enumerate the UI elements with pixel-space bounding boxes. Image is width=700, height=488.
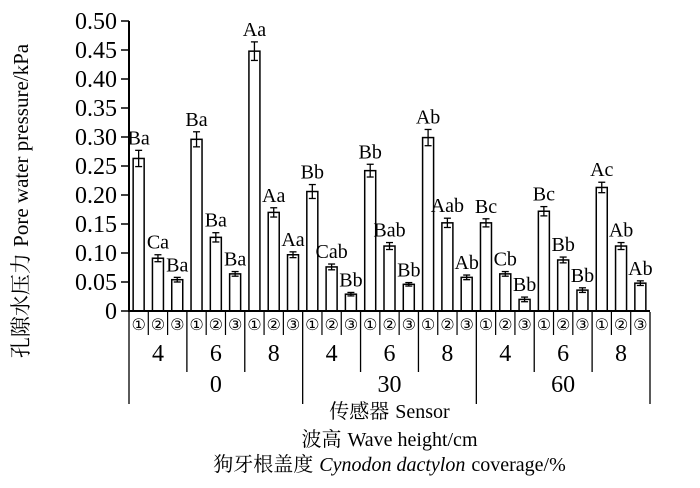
y-tick-label: 0: [105, 299, 117, 325]
sensor-number: ③: [459, 315, 474, 334]
bar: [442, 223, 453, 311]
sig-label: Bb: [397, 259, 421, 282]
x-axis-title-sensor: [129, 400, 650, 424]
sig-label: Ab: [415, 106, 441, 129]
wave-height-label: 4: [499, 341, 512, 367]
bar: [191, 139, 202, 311]
sensor-number: ②: [266, 315, 281, 334]
sensor-number: ①: [363, 315, 378, 334]
bar: [423, 138, 434, 311]
sig-label: Ba: [127, 127, 150, 150]
sig-label: Bb: [300, 161, 324, 184]
sensor-number: ①: [594, 315, 609, 334]
y-axis-title: [8, 0, 34, 406]
wave-height-label: 8: [267, 341, 280, 367]
sig-label: Bc: [474, 195, 498, 218]
sig-label: Aab: [430, 195, 465, 218]
bar: [403, 284, 414, 311]
x-axis-title-wave-cn: 波高: [301, 429, 342, 451]
wave-height-label: 6: [209, 341, 222, 367]
wave-height-label: 8: [615, 341, 628, 367]
y-tick-label: 0.15: [75, 212, 117, 238]
y-tick-label: 0.45: [75, 38, 117, 64]
x-axis-title-coverage-latin: Cynodon dactylon: [319, 454, 466, 476]
sig-label: Aa: [281, 228, 305, 251]
bar: [345, 294, 356, 311]
sensor-number: ③: [170, 315, 185, 334]
sig-label: Bb: [570, 264, 595, 287]
sig-label: Ac: [590, 159, 614, 182]
sensor-number: ③: [517, 315, 532, 334]
wave-height-label: 6: [383, 341, 396, 367]
sig-label: Ba: [204, 209, 227, 232]
y-tick-label: 0.05: [75, 270, 117, 296]
sig-label: Bab: [373, 219, 406, 242]
bar: [230, 274, 241, 311]
sensor-number: ②: [498, 315, 513, 334]
x-axis-title-coverage-cn: 狗牙根盖度: [213, 454, 314, 476]
x-axis-title-sensor-cn: 传感器: [329, 401, 390, 423]
sig-label: Ab: [454, 252, 479, 275]
sensor-number: ③: [285, 315, 301, 334]
sensor-number: ②: [440, 315, 455, 334]
sig-label: Ab: [608, 219, 634, 242]
x-axis-title-coverage-en: coverage/%: [471, 454, 566, 476]
wave-height-label: 4: [325, 341, 338, 367]
bar: [596, 187, 607, 311]
x-axis-title-wave-height: [129, 428, 650, 452]
bar: [288, 255, 299, 311]
sensor-number: ③: [633, 315, 648, 334]
sig-label: Ba: [166, 254, 189, 277]
wave-height-label: 6: [557, 341, 570, 367]
sensor-number: ②: [208, 315, 224, 334]
sensor-number: ②: [150, 315, 166, 334]
y-tick-label: 0.50: [75, 9, 117, 35]
sensor-number: ①: [189, 315, 204, 334]
bar: [384, 246, 395, 311]
bar: [461, 277, 472, 311]
sig-label: Cab: [315, 241, 348, 264]
wave-height-label: 4: [151, 341, 164, 367]
coverage-label: 0: [209, 372, 222, 398]
wave-height-label: 8: [441, 341, 454, 367]
coverage-label: 60: [551, 372, 576, 398]
sig-label: Ca: [146, 231, 170, 254]
sig-label: Bc: [532, 183, 555, 206]
sensor-number: ①: [536, 315, 552, 334]
y-tick-label: 0.25: [75, 154, 117, 180]
bar: [152, 258, 163, 311]
sensor-number: ②: [555, 315, 571, 334]
sig-label: Ab: [628, 257, 653, 280]
sig-label: Bb: [358, 141, 382, 164]
x-axis-title-wave-en: Wave height/cm: [347, 429, 478, 451]
bar: [616, 246, 627, 311]
bar: [210, 237, 221, 311]
bar: [249, 51, 260, 311]
bar: [172, 280, 183, 311]
bar: [635, 283, 646, 311]
bar: [133, 158, 144, 311]
sensor-number: ①: [305, 315, 320, 334]
sensor-number: ①: [131, 315, 146, 334]
bar: [326, 267, 337, 311]
sensor-number: ②: [613, 315, 629, 334]
coverage-label: 30: [377, 372, 402, 398]
sig-label: Bb: [512, 274, 537, 297]
y-tick-label: 0.10: [75, 241, 117, 267]
sensor-number: ①: [420, 315, 436, 334]
sig-label: Aa: [262, 184, 286, 207]
sensor-number: ③: [343, 315, 359, 334]
sensor-number: ①: [247, 315, 262, 334]
x-axis-title-sensor-en: Sensor: [395, 401, 450, 423]
sig-label: Aa: [242, 18, 267, 41]
sig-label: Bb: [551, 234, 575, 257]
bar: [268, 212, 279, 311]
bar: [500, 274, 511, 311]
sig-label: Ba: [185, 108, 208, 131]
y-axis-title-cn: 孔隙水压力: [9, 253, 33, 359]
y-axis-title-en: Pore water pressure/kPa: [9, 43, 33, 247]
sensor-number: ①: [478, 315, 494, 334]
y-tick-label: 0.40: [75, 67, 117, 93]
y-tick-label: 0.20: [75, 183, 117, 209]
sensor-number: ③: [575, 315, 590, 334]
y-tick-label: 0.35: [75, 96, 117, 122]
sensor-number: ③: [227, 315, 243, 334]
sig-label: Bb: [339, 269, 363, 292]
sensor-number: ②: [324, 315, 339, 334]
bar: [538, 211, 549, 311]
sig-label: Ba: [224, 248, 247, 271]
y-tick-label: 0.30: [75, 125, 117, 151]
bar: [558, 260, 569, 311]
sig-label: Cb: [493, 248, 517, 271]
sensor-number: ②: [382, 315, 397, 334]
bar: [480, 223, 491, 311]
bar: [577, 290, 588, 311]
sensor-number: ③: [401, 315, 416, 334]
x-axis-title-coverage: [129, 453, 650, 477]
